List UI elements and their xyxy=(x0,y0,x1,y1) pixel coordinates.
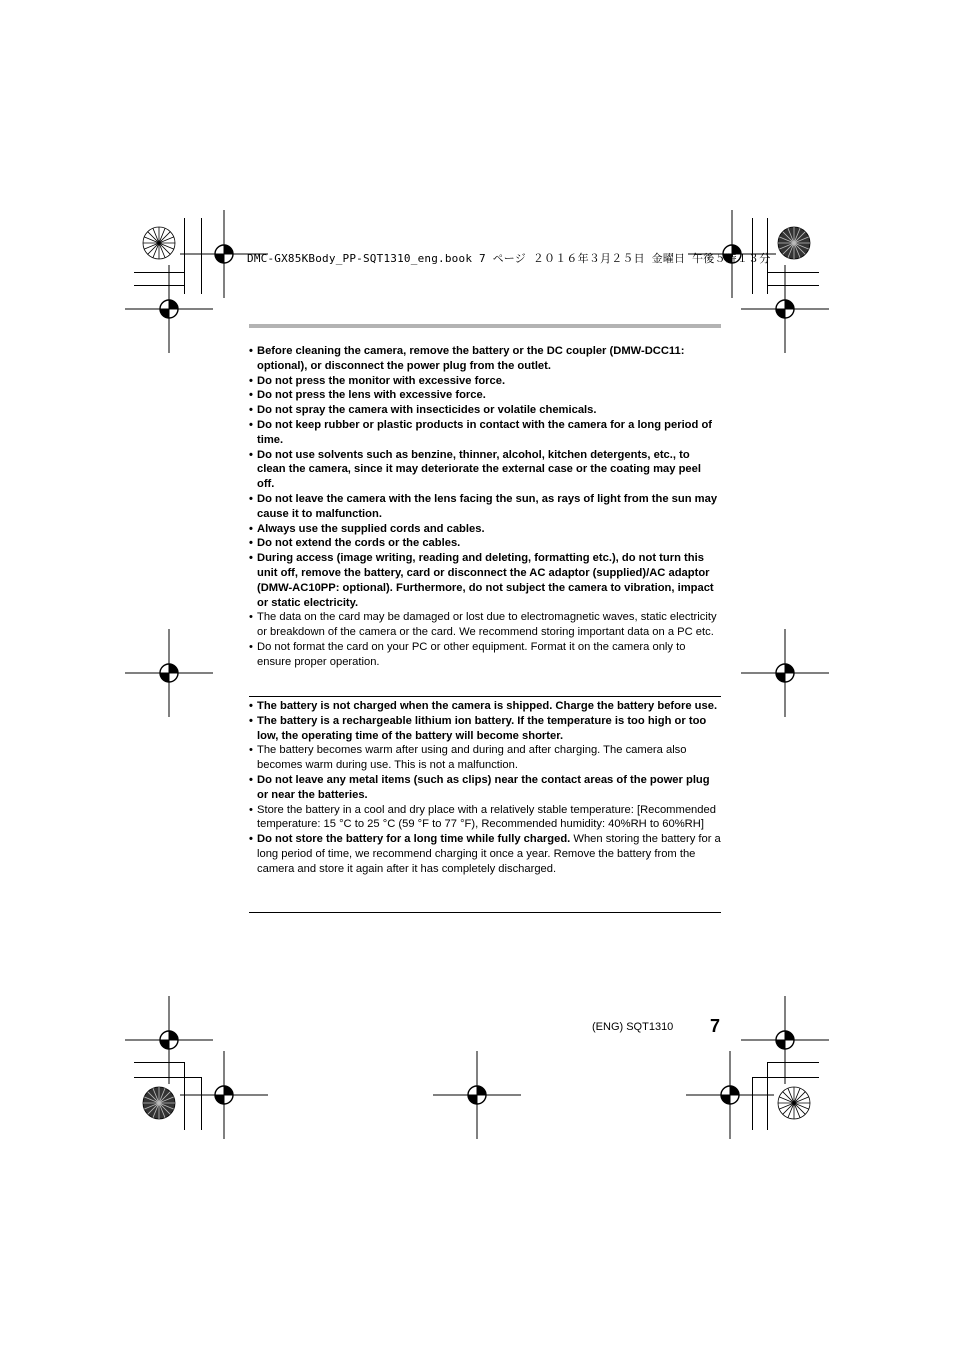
list-item xyxy=(249,832,721,876)
section-heading-bar xyxy=(249,324,721,328)
list-item xyxy=(249,610,721,640)
bold-text: Do not leave the camera with the lens facing the sun, as rays of light from the sun may cause it to malfunction. xyxy=(257,492,718,520)
bullet-icon: • xyxy=(249,389,253,402)
bullet-icon: • xyxy=(249,611,253,624)
body-text: Store the battery in a cool and dry place with a relatively stable temperature: [Recommended temperature: 15 °C to 25 °C (59 °F to 77 °F), Recommended humidity: 40%RH to 60%RH] xyxy=(257,803,716,831)
body-text: The battery becomes warm after using and during and after charging. The camera also becomes warm during use. This is not a malfunction. xyxy=(257,744,687,772)
bold-text: Before cleaning the camera, remove the battery or the DC coupler (DMW-DCC11: optional), or disconnect the power plug from the outlet. xyxy=(257,345,685,372)
bullet-icon: • xyxy=(249,418,253,431)
list-item xyxy=(249,803,721,833)
bold-text: Do not press the lens with excessive force. xyxy=(257,389,486,402)
bullet-icon: • xyxy=(249,714,253,727)
list-item xyxy=(249,714,721,744)
list-item xyxy=(249,551,721,610)
bold-text: The battery is not charged when the camera is shipped. Charge the battery before use. xyxy=(257,700,718,712)
list-item xyxy=(249,418,721,448)
bullet-icon: • xyxy=(249,700,253,712)
list-item xyxy=(249,522,721,537)
page-number: 7 xyxy=(710,1016,721,1036)
list-item xyxy=(249,536,721,551)
bullet-icon: • xyxy=(249,345,253,357)
registration-target xyxy=(741,265,829,353)
bullet-icon: • xyxy=(249,448,253,461)
document-code: (ENG) SQT1310 xyxy=(592,1021,674,1033)
bold-text: Do not keep rubber or plastic products in contact with the camera for a long period of time. xyxy=(257,418,713,446)
bullet-icon: • xyxy=(249,522,253,535)
starburst-mark xyxy=(777,1086,811,1120)
starburst-mark xyxy=(142,1086,176,1120)
section-divider xyxy=(249,912,721,913)
registration-target xyxy=(433,1051,521,1139)
bold-text: Do not use solvents such as benzine, thinner, alcohol, kitchen detergents, etc., to clean the camera, since it may deteriorate the external case or the coating may peel off. xyxy=(257,448,701,491)
bold-text: Always use the supplied cords and cables. xyxy=(257,522,485,535)
list-item xyxy=(249,492,721,522)
bullet-icon: • xyxy=(249,744,253,757)
bold-text: During access (image writing, reading and deleting, formatting etc.), do not turn this unit off, remove the battery, card or disconnect the AC adaptor (supplied)/AC adaptor (DMW-AC10PP: optional). Furthermore, do not subject the camera to vibration, impact or static electricity. xyxy=(257,552,714,609)
bullet-icon: • xyxy=(249,537,253,550)
section-divider xyxy=(249,696,721,697)
body-text: The data on the card may be damaged or lost due to electromagnetic waves, static electricity or breakdown of the camera or the card. We recommend storing important data on a PC etc. xyxy=(257,611,717,639)
registration-target xyxy=(686,1051,774,1139)
bullet-icon: • xyxy=(249,833,253,846)
registration-target xyxy=(125,265,213,353)
bold-text: Do not leave any metal items (such as clips) near the contact areas of the power plug or near the batteries. xyxy=(257,773,710,801)
list-item xyxy=(249,773,721,803)
list-item xyxy=(249,374,721,389)
starburst-mark xyxy=(777,226,811,260)
bullet-icon: • xyxy=(249,374,253,387)
bullet-icon: • xyxy=(249,640,253,653)
registration-target xyxy=(180,1051,268,1139)
bold-text: Do not extend the cords or the cables. xyxy=(257,537,461,550)
body-text: Do not format the card on your PC or other equipment. Format it on the camera only to ensure proper operation. xyxy=(257,640,686,668)
care-precautions-list xyxy=(249,344,721,670)
list-item xyxy=(249,388,721,403)
body-text: When storing the battery for a long period of time, we recommend charging it once a year. Remove the battery from the camera and store it again after it has completely discharged. xyxy=(257,833,721,875)
list-item xyxy=(249,699,721,714)
bold-text: Do not press the monitor with excessive force. xyxy=(257,374,506,387)
battery-precautions-list xyxy=(249,699,721,877)
print-info-header: DMC-GX85KBody_PP-SQT1310_eng.book 7 ページ ２０１６年３月２５日 金曜日 午後５時１３分 xyxy=(247,252,771,265)
registration-target xyxy=(125,629,213,717)
list-item xyxy=(249,448,721,492)
bold-text: Do not spray the camera with insecticides or volatile chemicals. xyxy=(257,404,597,417)
list-item xyxy=(249,403,721,418)
list-item xyxy=(249,344,721,374)
bold-text: The battery is a rechargeable lithium ion battery. If the temperature is too high or too low, the operating time of the battery will become shorter. xyxy=(257,714,707,742)
list-item xyxy=(249,640,721,670)
bullet-icon: • xyxy=(249,773,253,786)
bullet-icon: • xyxy=(249,492,253,505)
list-item xyxy=(249,743,721,773)
bullet-icon: • xyxy=(249,803,253,816)
bullet-icon: • xyxy=(249,552,253,565)
registration-target xyxy=(741,629,829,717)
bullet-icon: • xyxy=(249,404,253,417)
bold-text: Do not store the battery for a long time while fully charged. xyxy=(257,833,571,846)
starburst-mark xyxy=(142,226,176,260)
